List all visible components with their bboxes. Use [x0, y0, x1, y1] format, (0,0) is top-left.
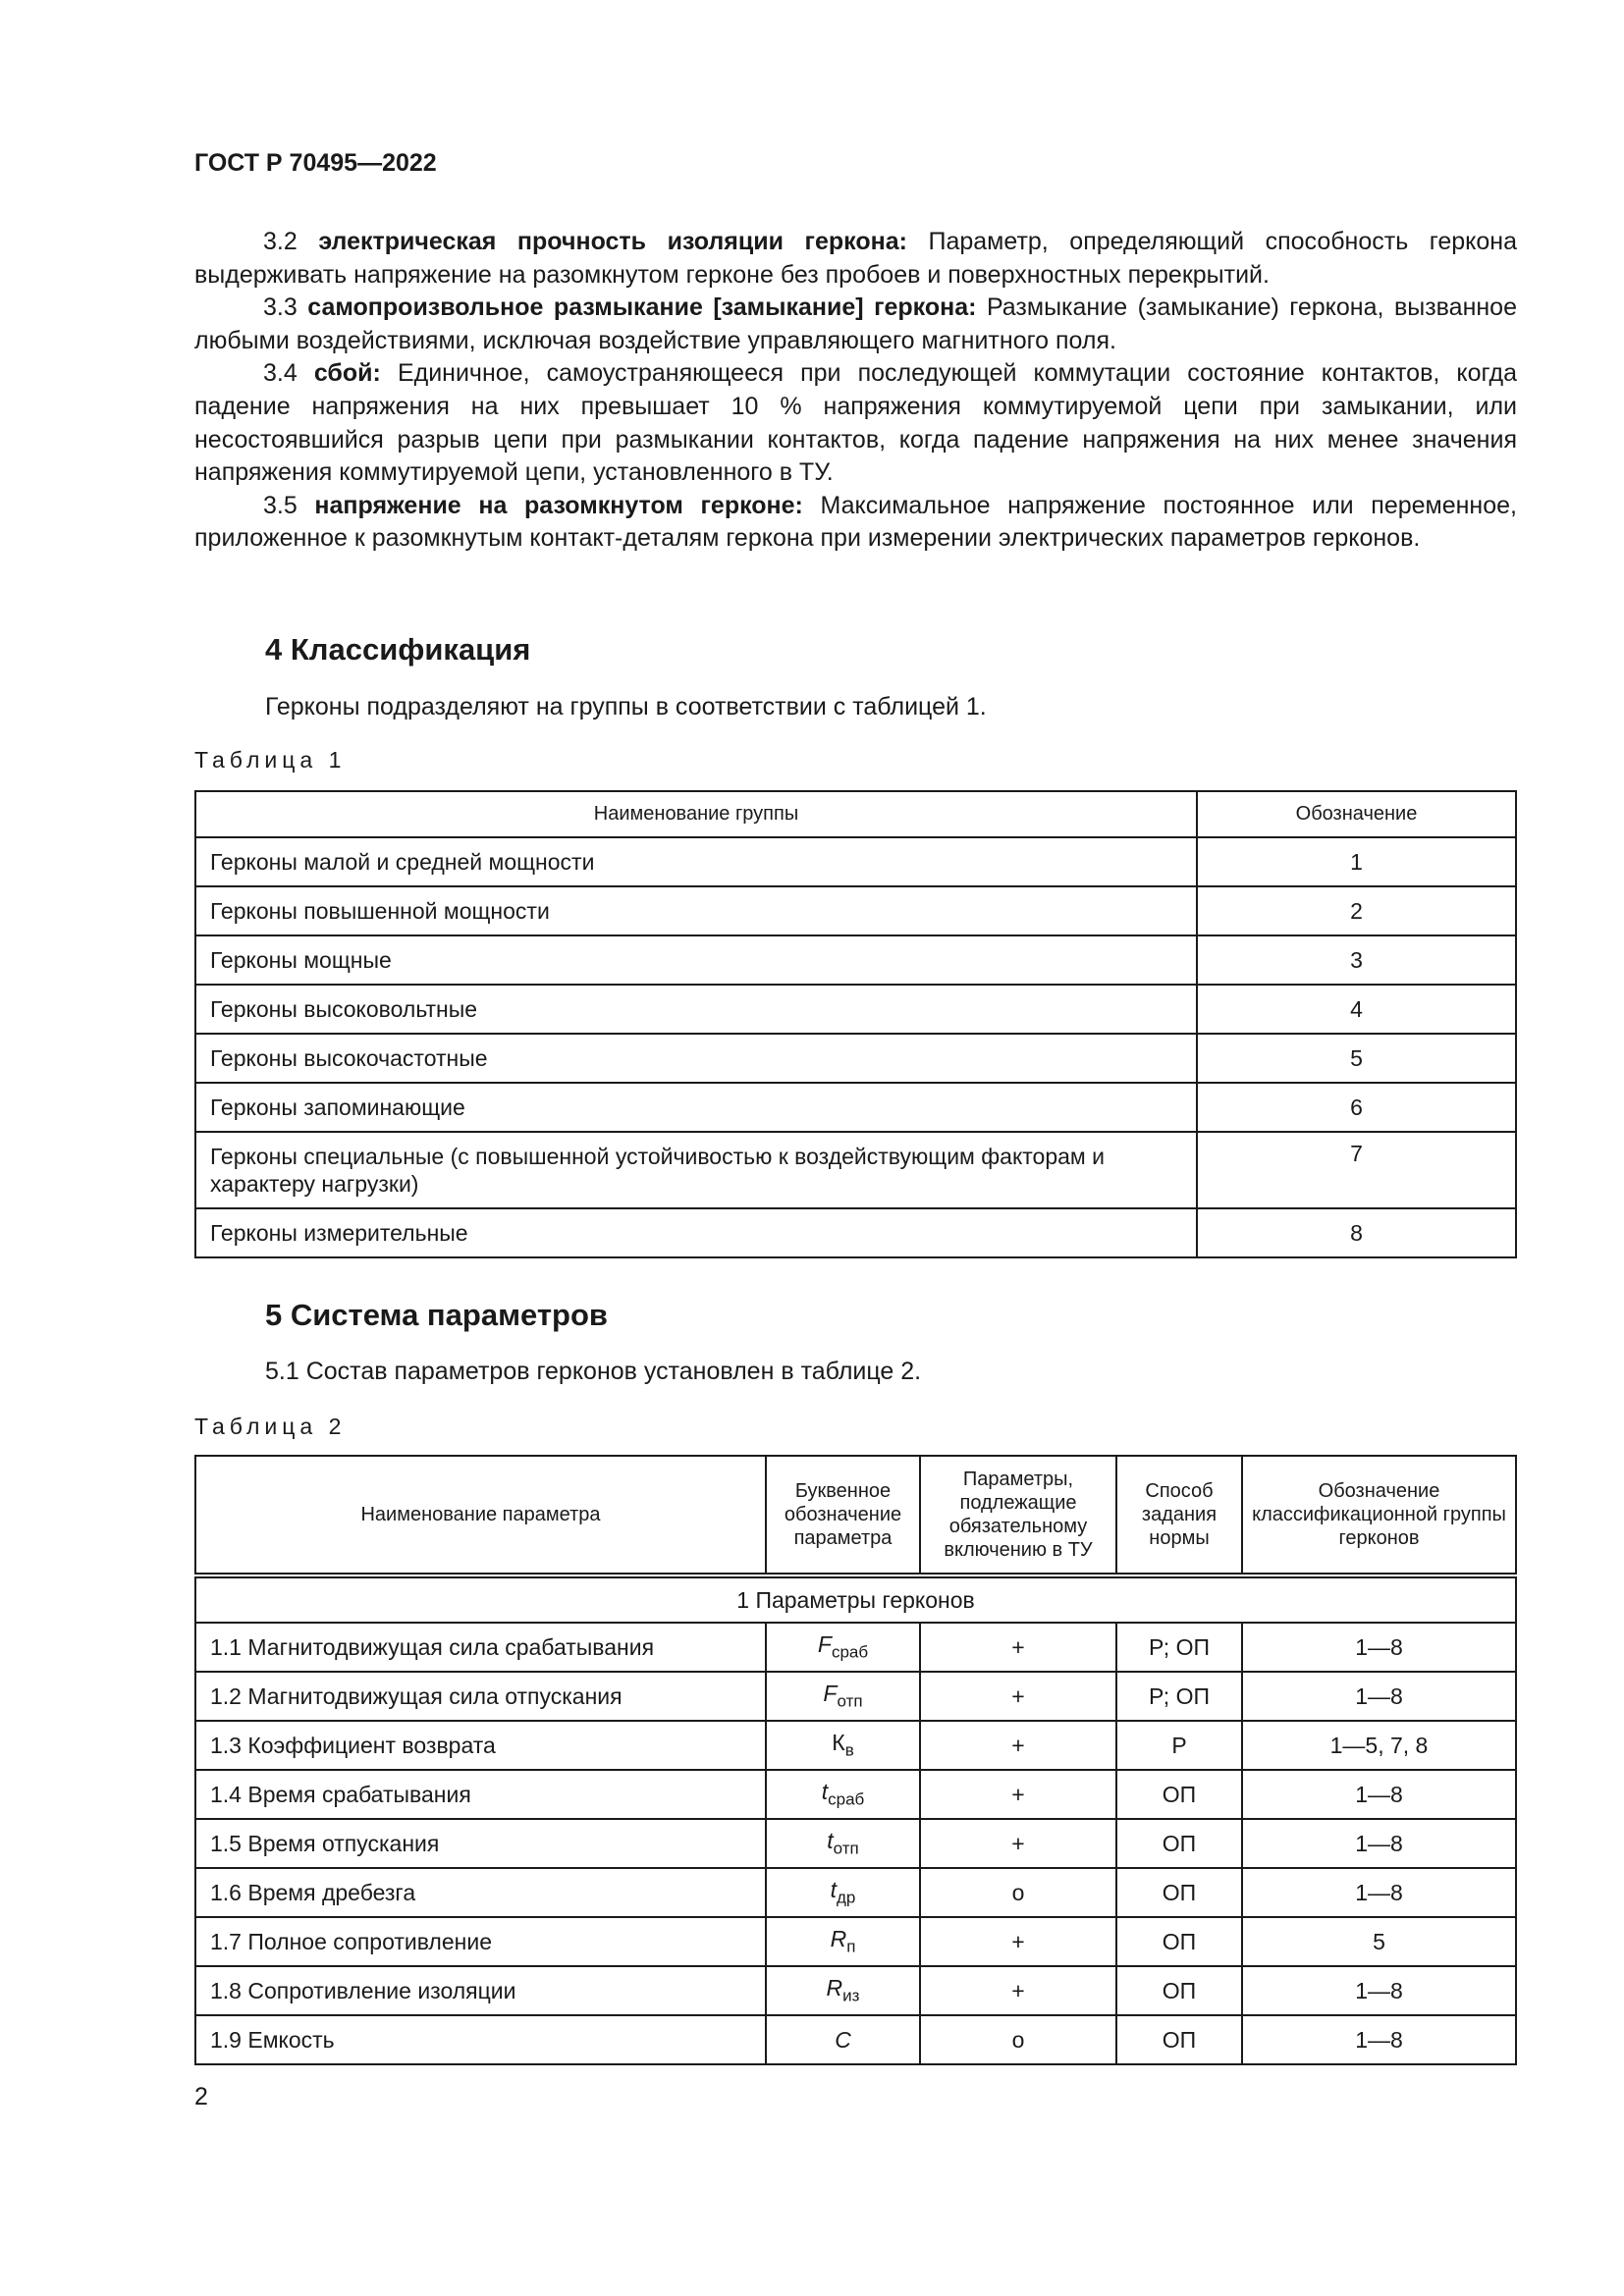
table-1-header: Обозначение — [1197, 791, 1516, 837]
parameter-name: 1.3 Коэффициент возврата — [195, 1721, 766, 1770]
table-row — [195, 1868, 1516, 1917]
table-2-header: Обозначение классификационной группы герконов — [1242, 1456, 1516, 1575]
parameter-symbol — [766, 1966, 920, 2015]
group-name: Герконы запоминающие — [195, 1083, 1197, 1132]
table-2-header: Способ задания нормы — [1116, 1456, 1242, 1575]
clause-number: 3.4 — [263, 359, 298, 388]
group-name: Герконы мощные — [195, 935, 1197, 985]
section-4-intro: Герконы подразделяют на группы в соответствии с таблицей 1. — [265, 693, 987, 721]
table-row — [195, 2015, 1516, 2064]
mandatory-flag: + — [920, 1819, 1116, 1868]
mandatory-flag: + — [920, 1770, 1116, 1819]
parameter-name: 1.5 Время отпускания — [195, 1819, 766, 1868]
clause-number: 3.2 — [263, 228, 298, 255]
table-row — [195, 1208, 1516, 1257]
group-designation: 5 — [1242, 1917, 1516, 1966]
definition-paragraph — [194, 357, 1517, 489]
group-designation: 1—8 — [1242, 1966, 1516, 2015]
symbol-letter: R — [826, 1975, 843, 2002]
symbol-subscript: п — [846, 1937, 856, 1956]
symbol-subscript: сраб — [828, 1789, 865, 1809]
parameter-symbol — [766, 1819, 920, 1868]
table-2-header: Наименование параметра — [195, 1456, 766, 1575]
norm-method: Р — [1116, 1721, 1242, 1770]
group-designation: 1—5, 7, 8 — [1242, 1721, 1516, 1770]
mandatory-flag: + — [920, 1672, 1116, 1721]
table-row — [195, 1819, 1516, 1868]
mandatory-flag: о — [920, 1868, 1116, 1917]
parameter-name: 1.9 Емкость — [195, 2015, 766, 2064]
group-code: 7 — [1197, 1132, 1516, 1208]
symbol-letter: F — [817, 1631, 832, 1658]
norm-method: ОП — [1116, 1966, 1242, 2015]
parameter-symbol — [766, 2015, 920, 2064]
table-2-header: Параметры, подлежащие обязательному включению в ТУ — [920, 1456, 1116, 1575]
definition-text: Максимальное напряжение постоянное или переменное, приложенное к разомкнутым контакт-деталям геркона при измерении электрических параметров герконов. — [194, 491, 1517, 553]
table-1-caption: Таблица 1 — [194, 747, 347, 773]
table-row — [195, 985, 1516, 1034]
symbol-subscript: в — [844, 1740, 854, 1760]
symbol-letter: t — [821, 1779, 829, 1805]
term: сбой: — [313, 359, 381, 388]
definitions — [194, 226, 1517, 556]
table-2-caption: Таблица 2 — [194, 1414, 347, 1439]
mandatory-flag: + — [920, 1623, 1116, 1672]
group-code: 1 — [1197, 837, 1516, 886]
table-row — [195, 1132, 1516, 1208]
parameter-name: 1.4 Время срабатывания — [195, 1770, 766, 1819]
group-code: 8 — [1197, 1208, 1516, 1257]
group-code: 3 — [1197, 935, 1516, 985]
symbol-subscript: из — [842, 1986, 860, 2005]
document-header: ГОСТ Р 70495—2022 — [194, 149, 437, 177]
norm-method: ОП — [1116, 1770, 1242, 1819]
symbol-letter: К — [832, 1730, 845, 1756]
group-name: Герконы высокочастотные — [195, 1034, 1197, 1083]
definition-paragraph — [194, 226, 1517, 292]
group-designation: 1—8 — [1242, 1868, 1516, 1917]
norm-method: ОП — [1116, 1868, 1242, 1917]
symbol-letter: t — [830, 1877, 837, 1903]
symbol-subscript: отп — [833, 1839, 859, 1858]
clause-number: 3.5 — [263, 491, 298, 519]
parameter-name: 1.7 Полное сопротивление — [195, 1917, 766, 1966]
table-row — [195, 1623, 1516, 1672]
group-name: Герконы малой и средней мощности — [195, 837, 1197, 886]
group-code: 6 — [1197, 1083, 1516, 1132]
group-name: Герконы высоковольтные — [195, 985, 1197, 1034]
section-5-heading: 5 Система параметров — [265, 1298, 608, 1332]
term: напряжение на разомкнутом герконе: — [314, 491, 803, 519]
table-1-header: Наименование группы — [195, 791, 1197, 837]
definition-text: Единичное, самоустраняющееся при последующей коммутации состояние контактов, когда падение напряжения на них превышает 10 % напряжения коммутируемой цепи при замыкании, или несостоявшийся разрыв цепи при размыкании контактов, когда падение напряжения на них менее значения напряжения коммутируемой цепи, установленного в ТУ. — [194, 359, 1518, 487]
mandatory-flag: о — [920, 2015, 1116, 2064]
group-name: Герконы специальные (с повышенной устойчивостью к воздействующим факторам и характеру нагрузки) — [195, 1132, 1197, 1208]
symbol-letter: t — [827, 1828, 834, 1854]
term: самопроизвольное размыкание [замыкание] геркона: — [307, 294, 977, 322]
section-5-intro: 5.1 Состав параметров герконов установлен в таблице 2. — [265, 1358, 922, 1385]
table-row — [195, 1721, 1516, 1770]
parameter-symbol — [766, 1623, 920, 1672]
parameter-name: 1.6 Время дребезга — [195, 1868, 766, 1917]
table-2-header: Буквенное обозначение параметра — [766, 1456, 920, 1575]
norm-method: ОП — [1116, 1917, 1242, 1966]
table-2-section-row: 1 Параметры герконов — [195, 1575, 1516, 1623]
group-code: 2 — [1197, 886, 1516, 935]
parameter-name: 1.8 Сопротивление изоляции — [195, 1966, 766, 2015]
table-row — [195, 1917, 1516, 1966]
page-number: 2 — [194, 2083, 208, 2110]
group-code: 4 — [1197, 985, 1516, 1034]
group-designation: 1—8 — [1242, 1623, 1516, 1672]
table-row — [195, 1672, 1516, 1721]
mandatory-flag: + — [920, 1917, 1116, 1966]
group-designation: 1—8 — [1242, 1770, 1516, 1819]
parameter-symbol — [766, 1721, 920, 1770]
parameter-symbol — [766, 1672, 920, 1721]
definition-text: Размыкание (замыкание) геркона, вызванное любыми воздействиями, исключая воздействие управляющего магнитного поля. — [194, 294, 1517, 354]
table-row — [195, 1966, 1516, 2015]
table-1 — [194, 790, 1517, 1258]
table-row — [195, 1034, 1516, 1083]
table-row — [195, 837, 1516, 886]
group-designation: 1—8 — [1242, 1672, 1516, 1721]
definition-paragraph — [194, 490, 1517, 556]
norm-method: ОП — [1116, 2015, 1242, 2064]
symbol-letter: C — [835, 2026, 851, 2053]
group-name: Герконы повышенной мощности — [195, 886, 1197, 935]
group-code: 5 — [1197, 1034, 1516, 1083]
parameter-symbol — [766, 1917, 920, 1966]
table-row — [195, 1770, 1516, 1819]
parameter-name: 1.2 Магнитодвижущая сила отпускания — [195, 1672, 766, 1721]
norm-method: Р; ОП — [1116, 1623, 1242, 1672]
parameter-symbol — [766, 1868, 920, 1917]
group-name: Герконы измерительные — [195, 1208, 1197, 1257]
table-row — [195, 935, 1516, 985]
parameter-symbol — [766, 1770, 920, 1819]
symbol-letter: F — [823, 1681, 838, 1707]
group-designation: 1—8 — [1242, 2015, 1516, 2064]
norm-method: Р; ОП — [1116, 1672, 1242, 1721]
mandatory-flag: + — [920, 1966, 1116, 2015]
table-row — [195, 1083, 1516, 1132]
norm-method: ОП — [1116, 1819, 1242, 1868]
symbol-subscript: др — [837, 1888, 856, 1907]
table-row — [195, 886, 1516, 935]
symbol-subscript: отп — [837, 1691, 863, 1711]
group-designation: 1—8 — [1242, 1819, 1516, 1868]
term: электрическая прочность изоляции геркона: — [318, 228, 907, 255]
clause-number: 3.3 — [263, 294, 298, 322]
symbol-letter: R — [830, 1926, 847, 1952]
section-4-heading: 4 Классификация — [265, 632, 531, 667]
table-2 — [194, 1455, 1517, 2065]
parameter-name: 1.1 Магнитодвижущая сила срабатывания — [195, 1623, 766, 1672]
definition-paragraph — [194, 292, 1517, 357]
definition-text: Параметр, определяющий способность геркона выдерживать напряжение на разомкнутом герконе без пробоев и поверхностных перекрытий. — [194, 228, 1518, 289]
symbol-subscript: сраб — [831, 1642, 869, 1662]
mandatory-flag: + — [920, 1721, 1116, 1770]
